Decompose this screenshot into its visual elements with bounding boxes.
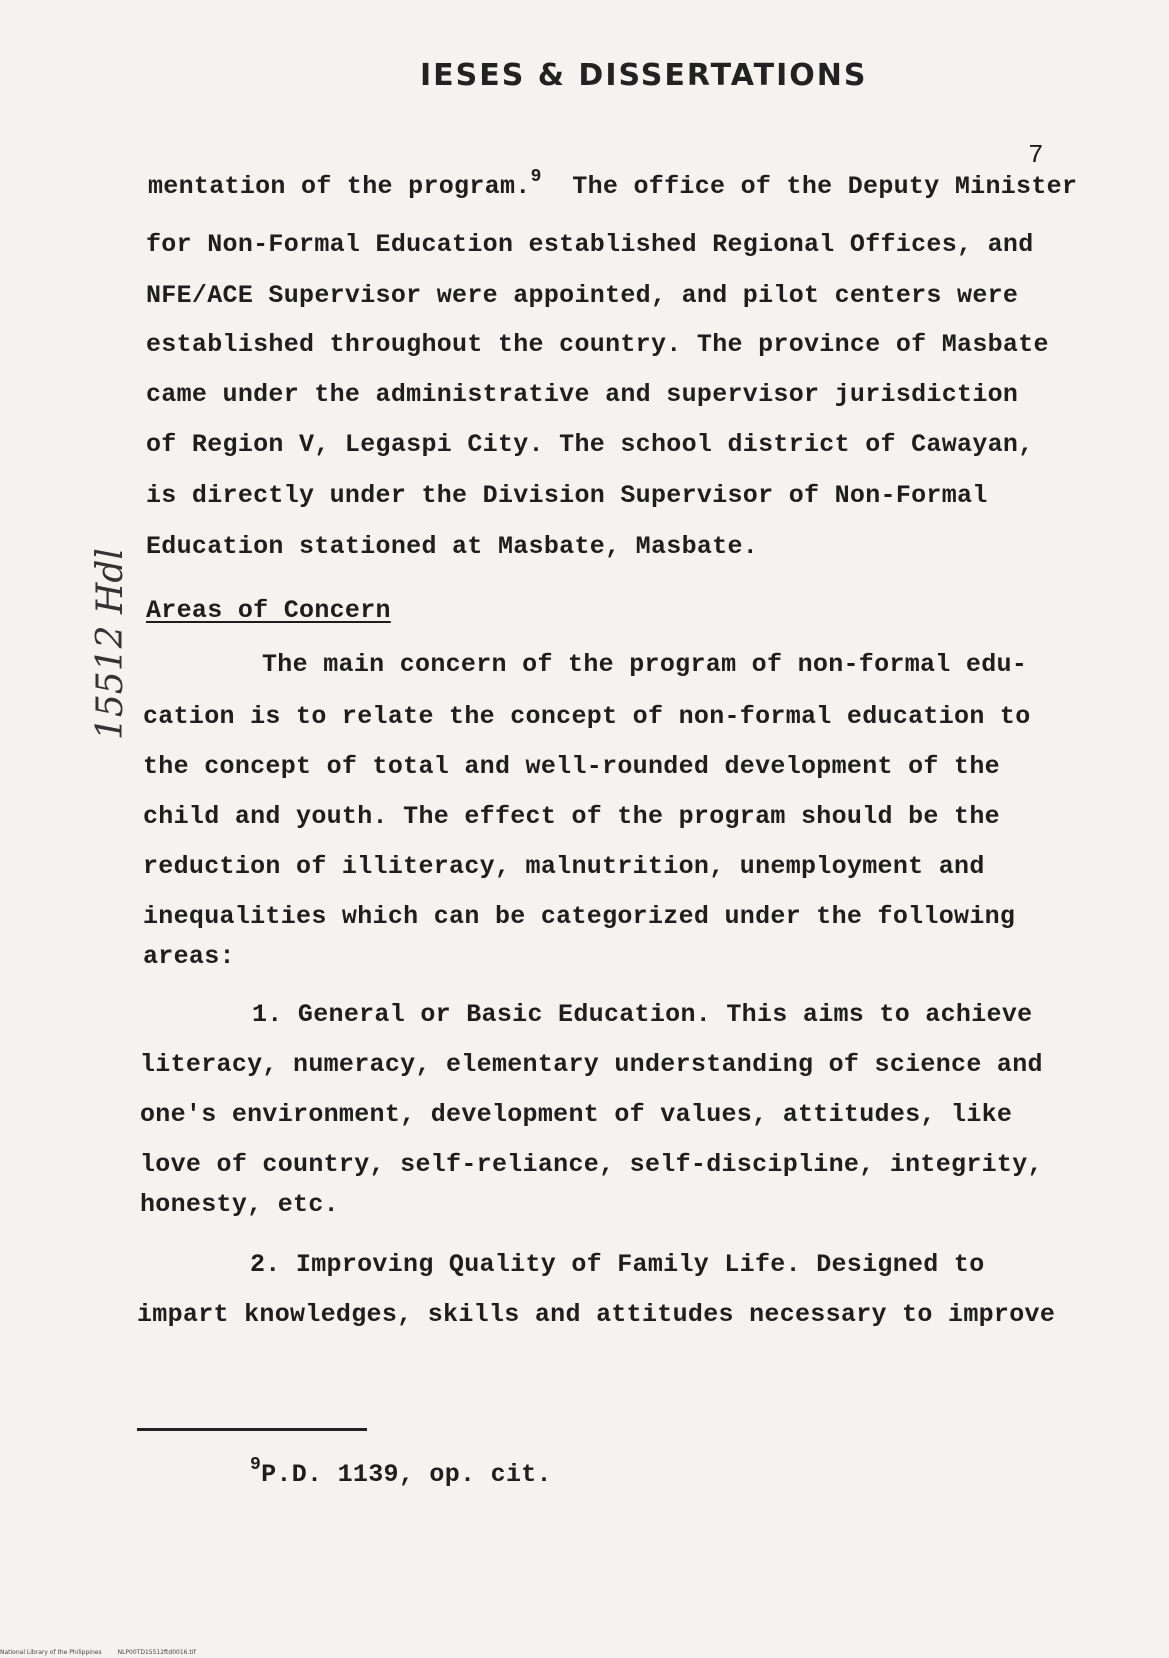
list-item-line: literacy, numeracy, elementary understanding of science and [140,1050,1043,1079]
text-line: inequalities which can be categorized under the following [143,902,1016,931]
list-item-line: honesty, etc. [140,1190,339,1219]
text-line: for Non-Formal Education established Regional Offices, and [146,230,1034,259]
text-line: NFE/ACE Supervisor were appointed, and pilot centers were [146,281,1019,310]
list-item-line: impart knowledges, skills and attitudes necessary to improve [137,1300,1056,1329]
text-line: established throughout the country. The province of Masbate [146,330,1049,359]
page-number: 7 [1028,140,1044,170]
text-line: reduction of illiteracy, malnutrition, unemployment and [143,852,985,881]
text-line: The main concern of the program of non-formal edu- [262,650,1028,679]
list-item-line: 1. General or Basic Education. This aims to achieve [252,1000,1033,1029]
text-line: areas: [143,942,235,971]
handwritten-accession-number: 15512 Hdl [90,548,131,740]
scan-footer: National Library of the Philippines NLP00TD15512ftd0016.tif [0,1649,196,1656]
list-item-line: one's environment, development of values, attitudes, like [140,1100,1013,1129]
footnote: $^9$P.D. 1139, op. cit. [250,1455,552,1489]
list-item-line: 2. Improving Quality of Family Life. Designed to [250,1250,985,1279]
text-line: of Region V, Legaspi City. The school district of Cawayan, [146,430,1034,459]
text-line: is directly under the Division Supervisor of Non-Formal [146,481,988,510]
text-line: mentation of the program.$^9$ The office of the Deputy Minister [148,167,1078,201]
section-heading: Areas of Concern [146,596,391,625]
list-item-line: love of country, self-reliance, self-discipline, integrity, [140,1150,1043,1179]
thesis-stamp: IESES & DISSERTATIONS [420,58,868,93]
text-line: came under the administrative and supervisor jurisdiction [146,380,1019,409]
text-line: the concept of total and well-rounded development of the [143,752,1000,781]
text-line: cation is to relate the concept of non-formal education to [143,702,1031,731]
footnote-rule [137,1428,367,1431]
text-line: Education stationed at Masbate, Masbate. [146,532,759,561]
footnote-reference: 9 [530,167,542,187]
text-line: child and youth. The effect of the program should be the [143,802,1000,831]
